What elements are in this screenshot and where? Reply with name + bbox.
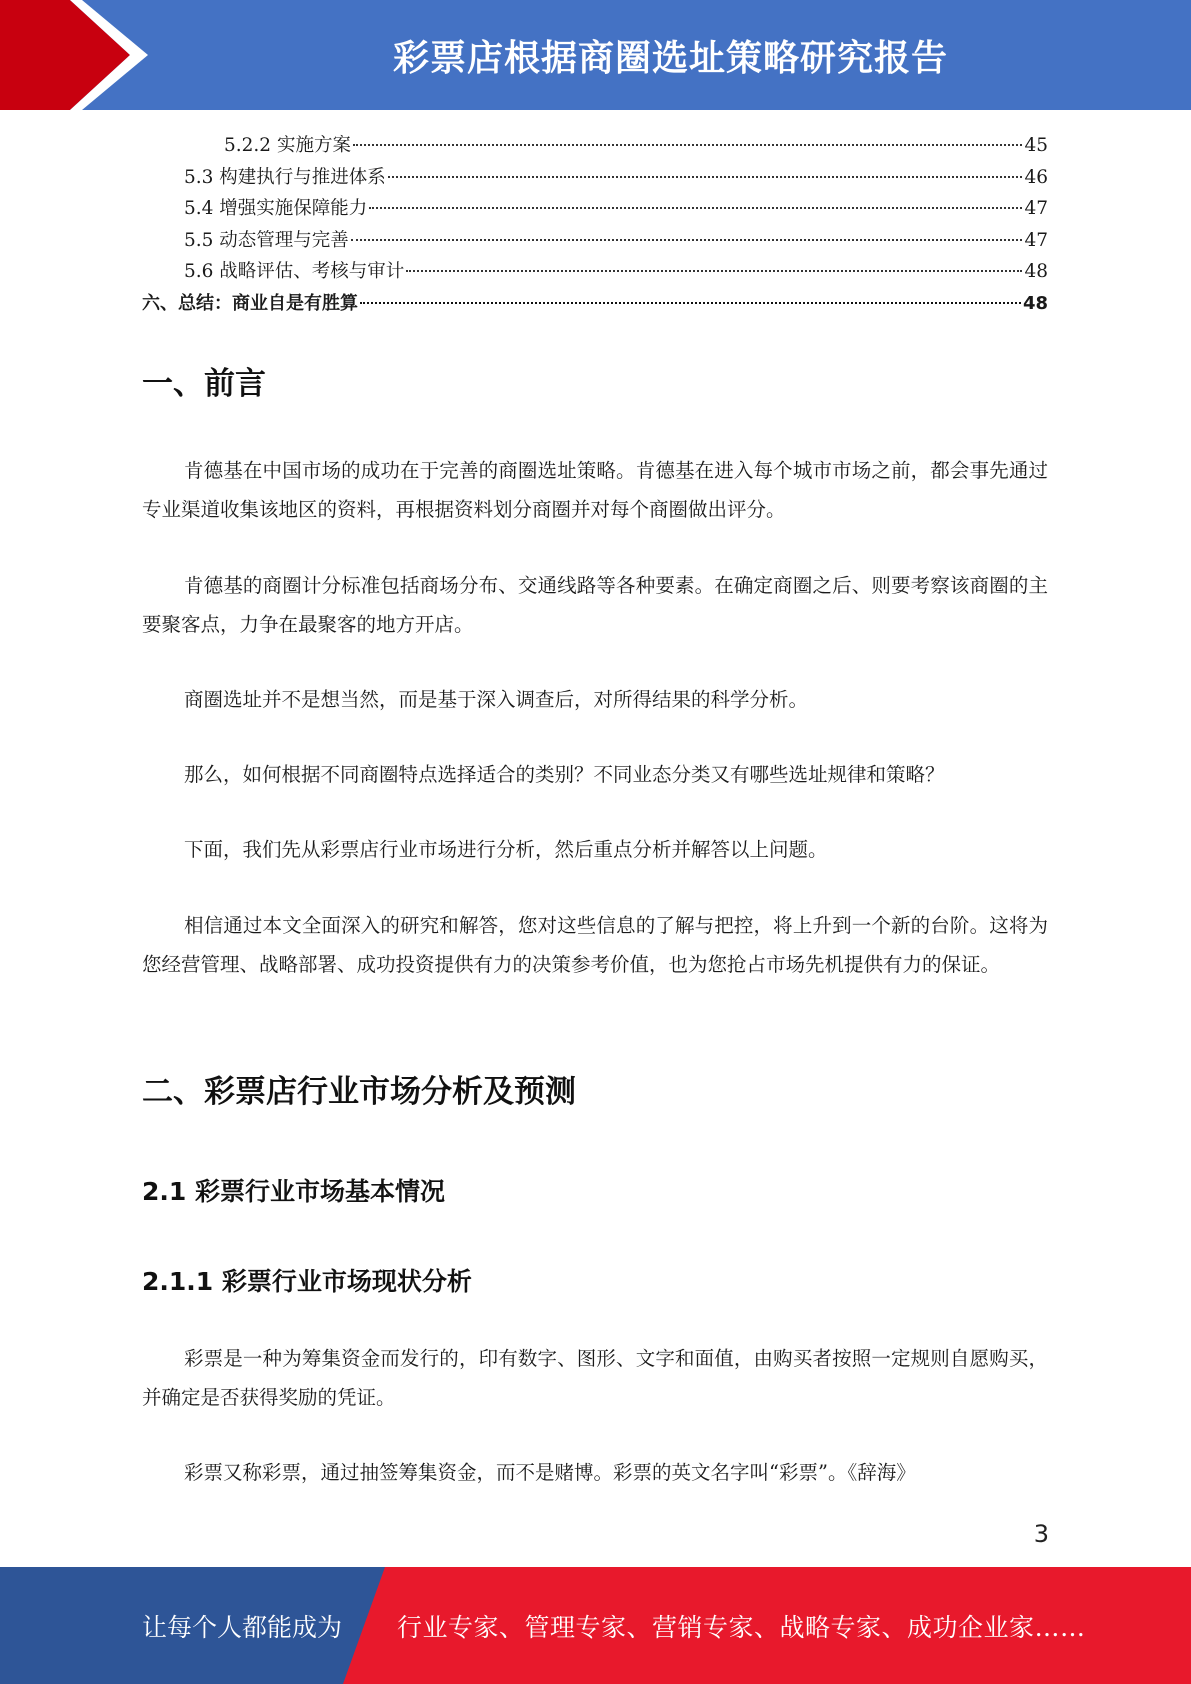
toc-entry-label: 5.4 增强实施保障能力 [184,198,368,219]
table-of-contents [142,130,1048,319]
preface-heading: 一、前言 [142,366,266,402]
toc-entry-page: 46 [1024,166,1048,188]
subsection-heading: 2.1 彩票行业市场基本情况 [142,1177,445,1206]
toc-entry[interactable] [142,130,1048,162]
market-analysis-heading: 二、彩票店行业市场分析及预测 [142,1074,576,1110]
toc-entry-page: 45 [1024,135,1048,156]
toc-leader-dots [360,302,1021,304]
toc-entry-label: 5.5 动态管理与完善 [184,229,349,251]
paragraph: 下面，我们先从彩票店行业市场进行分析，然后重点分析并解答以上问题。 [184,838,828,861]
paragraph: 那么，如何根据不同商圈特点选择适合的类别？不同业态分类又有哪些选址规律和策略？ [184,763,945,786]
subsubsection-heading: 2.1.1 彩票行业市场现状分析 [142,1267,472,1296]
toc-entry-label: 六、总结：商业自是有胜算 [142,292,358,314]
toc-leader-dots [353,144,1023,146]
toc-entry[interactable] [142,162,1048,194]
toc-entry[interactable] [142,288,1048,320]
header-title: 彩票店根据商圈选址策略研究报告 [392,37,948,79]
paragraph: 肯德基在中国市场的成功在于完善的商圈选址策略。肯德基在进入每个城市市场之前，都会事先通过专业渠道收集该地区的资料，再根据资料划分商圈并对每个商圈做出评分。 [142,459,1048,521]
toc-leader-dots [388,176,1023,178]
toc-entry[interactable] [142,225,1048,257]
toc-entry-page: 47 [1024,198,1048,219]
toc-entry-label: 5.6 战略评估、考核与审计 [184,261,405,282]
toc-entry-label: 5.3 构建执行与推进体系 [184,166,386,188]
toc-entry-page: 48 [1022,292,1048,314]
page-number: 3 [1033,1520,1049,1548]
toc-entry-label: 5.2.2 实施方案 [224,135,351,156]
paragraph: 彩票又称彩票，通过抽签筹集资金，而不是赌博。彩票的英文名字叫“彩票”。《辞海》 [184,1461,916,1484]
page-header [0,0,1191,110]
paragraph: 肯德基的商圈计分标准包括商场分布、交通线路等各种要素。在确定商圈之后、则要考察该商圈的主要聚客点，力争在最聚客的地方开店。 [142,574,1048,636]
toc-entry[interactable] [142,256,1048,288]
toc-leader-dots [369,207,1022,209]
toc-entry-page: 48 [1024,261,1048,282]
paragraph: 商圈选址并不是想当然，而是基于深入调查后，对所得结果的科学分析。 [184,688,809,711]
toc-entry-page: 47 [1024,229,1048,251]
paragraph: 彩票是一种为筹集资金而发行的，印有数字、图形、文字和面值，由购买者按照一定规则自愿购买，并确定是否获得奖励的凭证。 [142,1347,1048,1409]
page-footer [0,1567,1191,1684]
toc-entry[interactable] [142,193,1048,225]
footer-tagline: 行业专家、管理专家、营销专家、战略专家、成功企业家…… [397,1612,1086,1642]
footer-slogan: 让每个人都能成为 [142,1612,343,1642]
paragraph: 相信通过本文全面深入的研究和解答，您对这些信息的了解与把控，将上升到一个新的台阶。这将为您经营管理、战略部署、成功投资提供有力的决策参考价值，也为您抢占市场先机提供有力的保证。 [142,914,1048,976]
header-chevron-icon [0,0,160,110]
toc-leader-dots [351,239,1023,241]
toc-leader-dots [406,270,1022,272]
